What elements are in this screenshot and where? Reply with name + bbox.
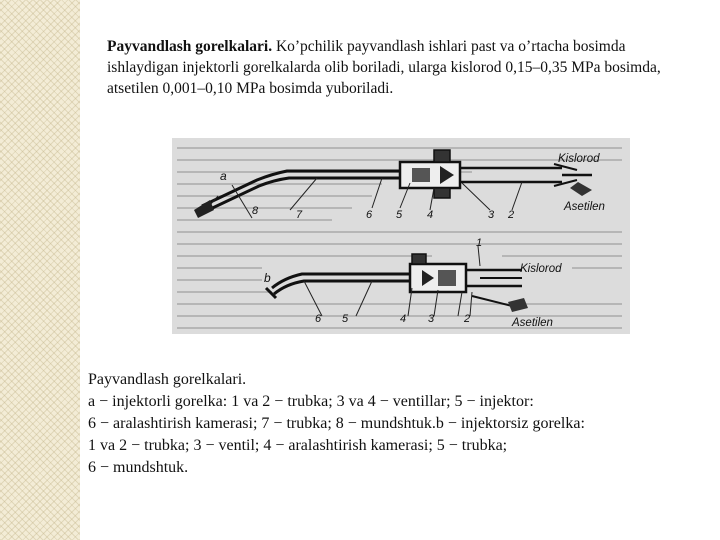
torch-b-letter: b <box>264 271 271 285</box>
caption-line-2: a − injektorli gorelka: 1 va 2 − trubka; 3 va 4 − ventillar; 5 − injektor: <box>88 393 534 410</box>
torch-a-label-4: 4 <box>427 209 434 221</box>
torch-a-acetylene-label: Asetilen <box>564 201 605 213</box>
torch-b-label-2: 2 <box>464 313 471 325</box>
caption-line-5: 6 − mundshtuk. <box>88 459 189 476</box>
caption-line-1: Payvandlash gorelkalari. <box>88 371 247 388</box>
intro-paragraph <box>107 36 667 99</box>
figure-caption <box>88 369 688 479</box>
torch-b-label-1: 1 <box>476 237 483 249</box>
torch-a-label-6: 6 <box>366 209 373 221</box>
torch-a-oxygen-label: Kislorod <box>558 153 600 165</box>
torch-b-label-5: 5 <box>342 313 349 325</box>
decorative-side-strip <box>0 0 80 540</box>
torch-a-label-7: 7 <box>296 209 303 221</box>
torch-b-label-6: 6 <box>315 313 322 325</box>
caption-line-3: 6 − aralashtirish kamerasi; 7 − trubka; 8 − mundshtuk.b − injektorsiz gorelka: <box>88 415 585 432</box>
torch-a-label-5: 5 <box>396 209 403 221</box>
torch-a-label-3: 3 <box>488 209 495 221</box>
torch-diagram-figure <box>172 138 630 334</box>
torch-a-label-2: 2 <box>508 209 515 221</box>
torch-a-letter: a <box>220 169 227 183</box>
intro-title: Payvandlash gorelkalari. <box>107 38 273 55</box>
torch-b-label-4: 4 <box>400 313 407 325</box>
torch-diagram <box>172 138 630 334</box>
torch-a-label-8: 8 <box>252 205 259 217</box>
torch-b-oxygen-label: Kislorod <box>520 263 562 275</box>
intro-body: Ko’pchilik payvandlash ishlari past va o’rtacha bosimda ishlaydigan injektorli gorelkalarda olib boriladi, ularga kislorod 0,15–0,35 MPa bosimda, atsetilen 0,001–0,10 MPa bosimda yuboriladi. <box>107 38 661 97</box>
caption-line-4: 1 va 2 − trubka; 3 − ventil; 4 − aralashtirish kamerasi; 5 − trubka; <box>88 437 508 454</box>
torch-b-acetylene-label: Asetilen <box>512 317 553 329</box>
torch-b-label-3: 3 <box>428 313 435 325</box>
